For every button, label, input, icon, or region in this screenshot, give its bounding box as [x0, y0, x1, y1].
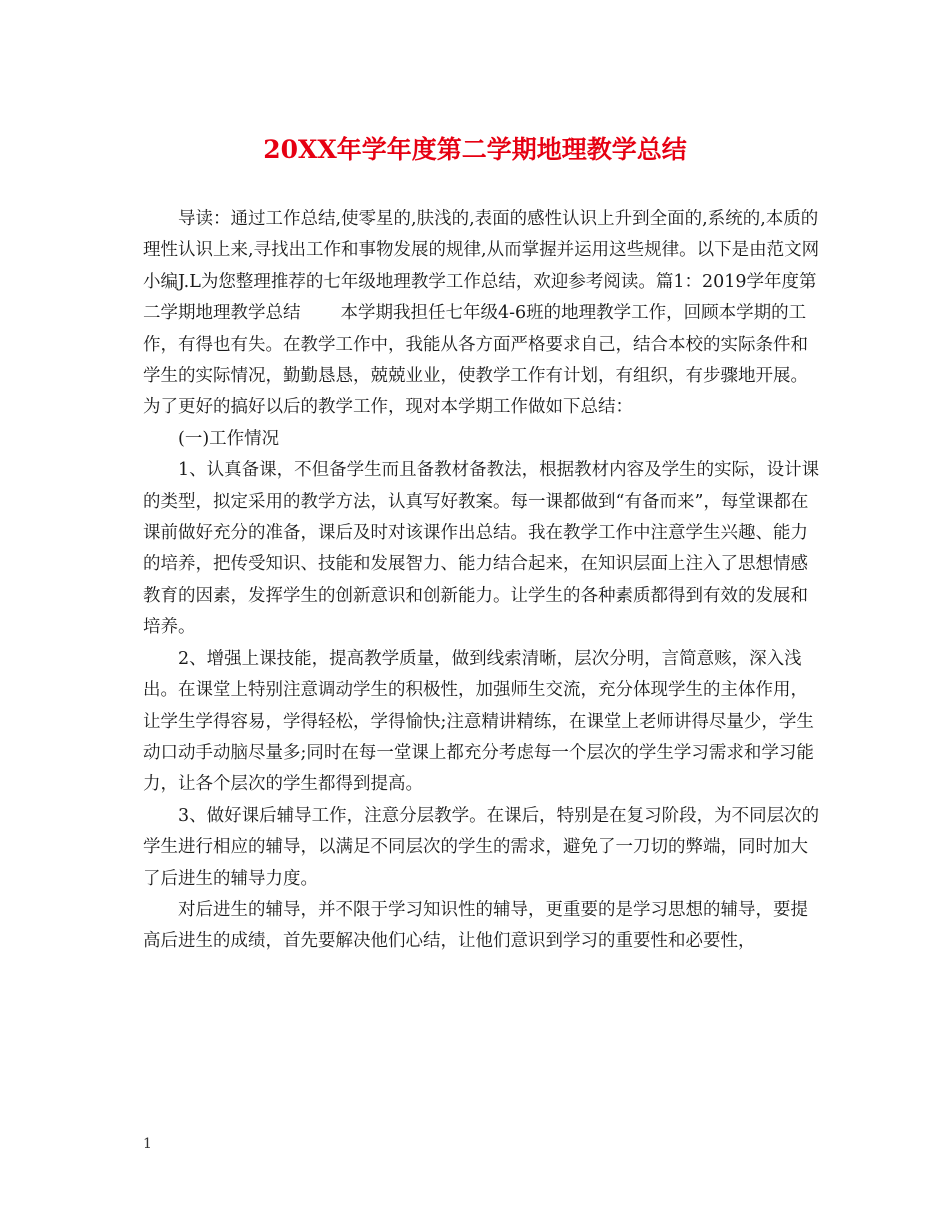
intro-paragraph [143, 204, 823, 424]
document-body [143, 204, 823, 958]
paragraph-3: 3、做好课后辅导工作，注意分层教学。在课后，特别是在复习阶段，为不同层次的学生进行相应的辅导，以满足不同层次的学生的需求，避免了一刀切的弊端，同时加大了后进生的辅导力度。 [143, 805, 820, 889]
paragraph-4: 对后进生的辅导，并不限于学习知识性的辅导，更重要的是学习思想的辅导，要提高后进生的成绩，首先要解决他们心结，让他们意识到学习的重要性和必要性， [143, 899, 808, 952]
intro-text-b: 本学期我担任七年级4-6班的地理教学工作，回顾本学期的工作，有得也有失。在教学工作中，我能从各方面严格要求自己，结合本校的实际条件和学生的实际情况，勤勤恳恳，兢兢业业，使教学工作有计划，有组织，有步骤地开展。为了更好的搞好以后的教学工作，现对本学期工作做如下总结： [143, 303, 808, 418]
intro-text-a: 导读：通过工作总结,使零星的,肤浅的,表面的感性认识上升到全面的,系统的,本质的理性认识上来,寻找出工作和事物发展的规律,从而掌握并运用这些规律。以下是由范文网小编J.L为您整理推荐的七年级地理教学工作总结，欢迎参考阅读。篇1：2019学年度第二学期地理教学总结 [143, 209, 820, 324]
page-number: 1 [143, 1136, 152, 1152]
paragraph-2: 2、增强上课技能，提高教学质量，做到线索清晰，层次分明，言简意赅，深入浅出。在课堂上特别注意调动学生的积极性，加强师生交流，充分体现学生的主体作用，让学生学得容易，学得轻松，学得愉快;注意精讲精练，在课堂上老师讲得尽量少，学生动口动手动脑尽量多;同时在每一堂课上都充分考虑每一个层次的学生学习需求和学习能力，让各个层次的学生都得到提高。 [143, 648, 814, 795]
section-heading: (一)工作情况 [178, 428, 280, 449]
paragraph-1: 1、认真备课，不但备学生而且备教材备教法，根据教材内容及学生的实际，设计课的类型，拟定采用的教学方法，认真写好教案。每一课都做到“有备而来”，每堂课都在课前做好充分的准备，课后及时对该课作出总结。我在教学工作中注意学生兴趣、能力的培养，把传受知识、技能和发展智力、能力结合起来，在知识层面上注入了思想情感教育的因素，发挥学生的创新意识和创新能力。让学生的各种素质都得到有效的发展和培养。 [143, 460, 820, 638]
document-title: 20XX年学年度第二学期地理教学总结 [263, 135, 687, 164]
